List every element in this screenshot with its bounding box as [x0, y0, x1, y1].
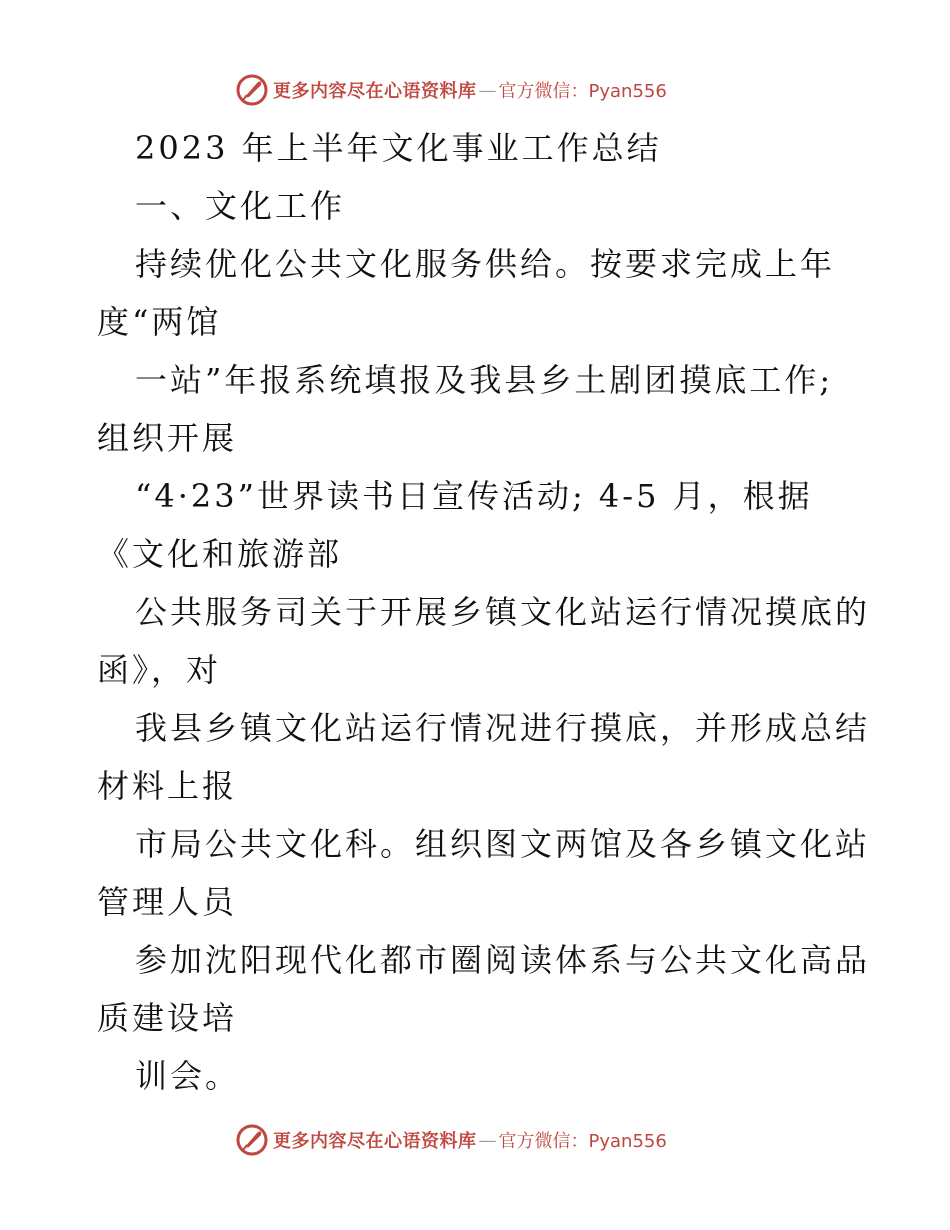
body-line: 持续优化公共文化服务供给。按要求完成上年	[135, 245, 836, 283]
watermark-contact: 官方微信：Pyan556	[498, 81, 667, 102]
feather-pen-icon	[235, 73, 269, 107]
body-line: 组织开展	[97, 419, 238, 457]
watermark-contact: 官方微信：Pyan556	[498, 1131, 667, 1152]
body-line: 参加沈阳现代化都市圈阅读体系与公共文化高品	[135, 941, 871, 979]
body-line: 管理人员	[97, 883, 238, 921]
watermark-separator: —	[478, 1129, 497, 1151]
body-line: “4·23”世界读书日宣传活动; 4-5 月，根据	[135, 477, 813, 515]
section-heading: 一、文化工作	[135, 187, 346, 225]
document-title: 2023 年上半年文化事业工作总结	[135, 129, 662, 167]
body-line: 我县乡镇文化站运行情况进行摸底，并形成总结	[135, 709, 871, 747]
body-line: 《文化和旅游部	[97, 535, 343, 573]
body-line: 度“两馆	[97, 303, 222, 341]
body-line: 一站”年报系统填报及我县乡土剧团摸底工作;	[135, 361, 834, 399]
watermark-text: 更多内容尽在心语资料库	[273, 1131, 477, 1152]
body-line: 训会。	[135, 1057, 241, 1095]
watermark-separator: —	[478, 79, 497, 101]
body-line: 材料上报	[97, 767, 238, 805]
feather-pen-icon	[235, 1123, 269, 1157]
watermark-footer	[235, 1122, 667, 1158]
body-line: 市局公共文化科。组织图文两馆及各乡镇文化站	[135, 825, 871, 863]
watermark-header	[235, 72, 667, 108]
watermark-text: 更多内容尽在心语资料库	[273, 81, 477, 102]
body-line: 质建设培	[97, 999, 238, 1037]
body-line: 公共服务司关于开展乡镇文化站运行情况摸底的	[135, 593, 871, 631]
body-line: 函》，对	[97, 651, 222, 689]
